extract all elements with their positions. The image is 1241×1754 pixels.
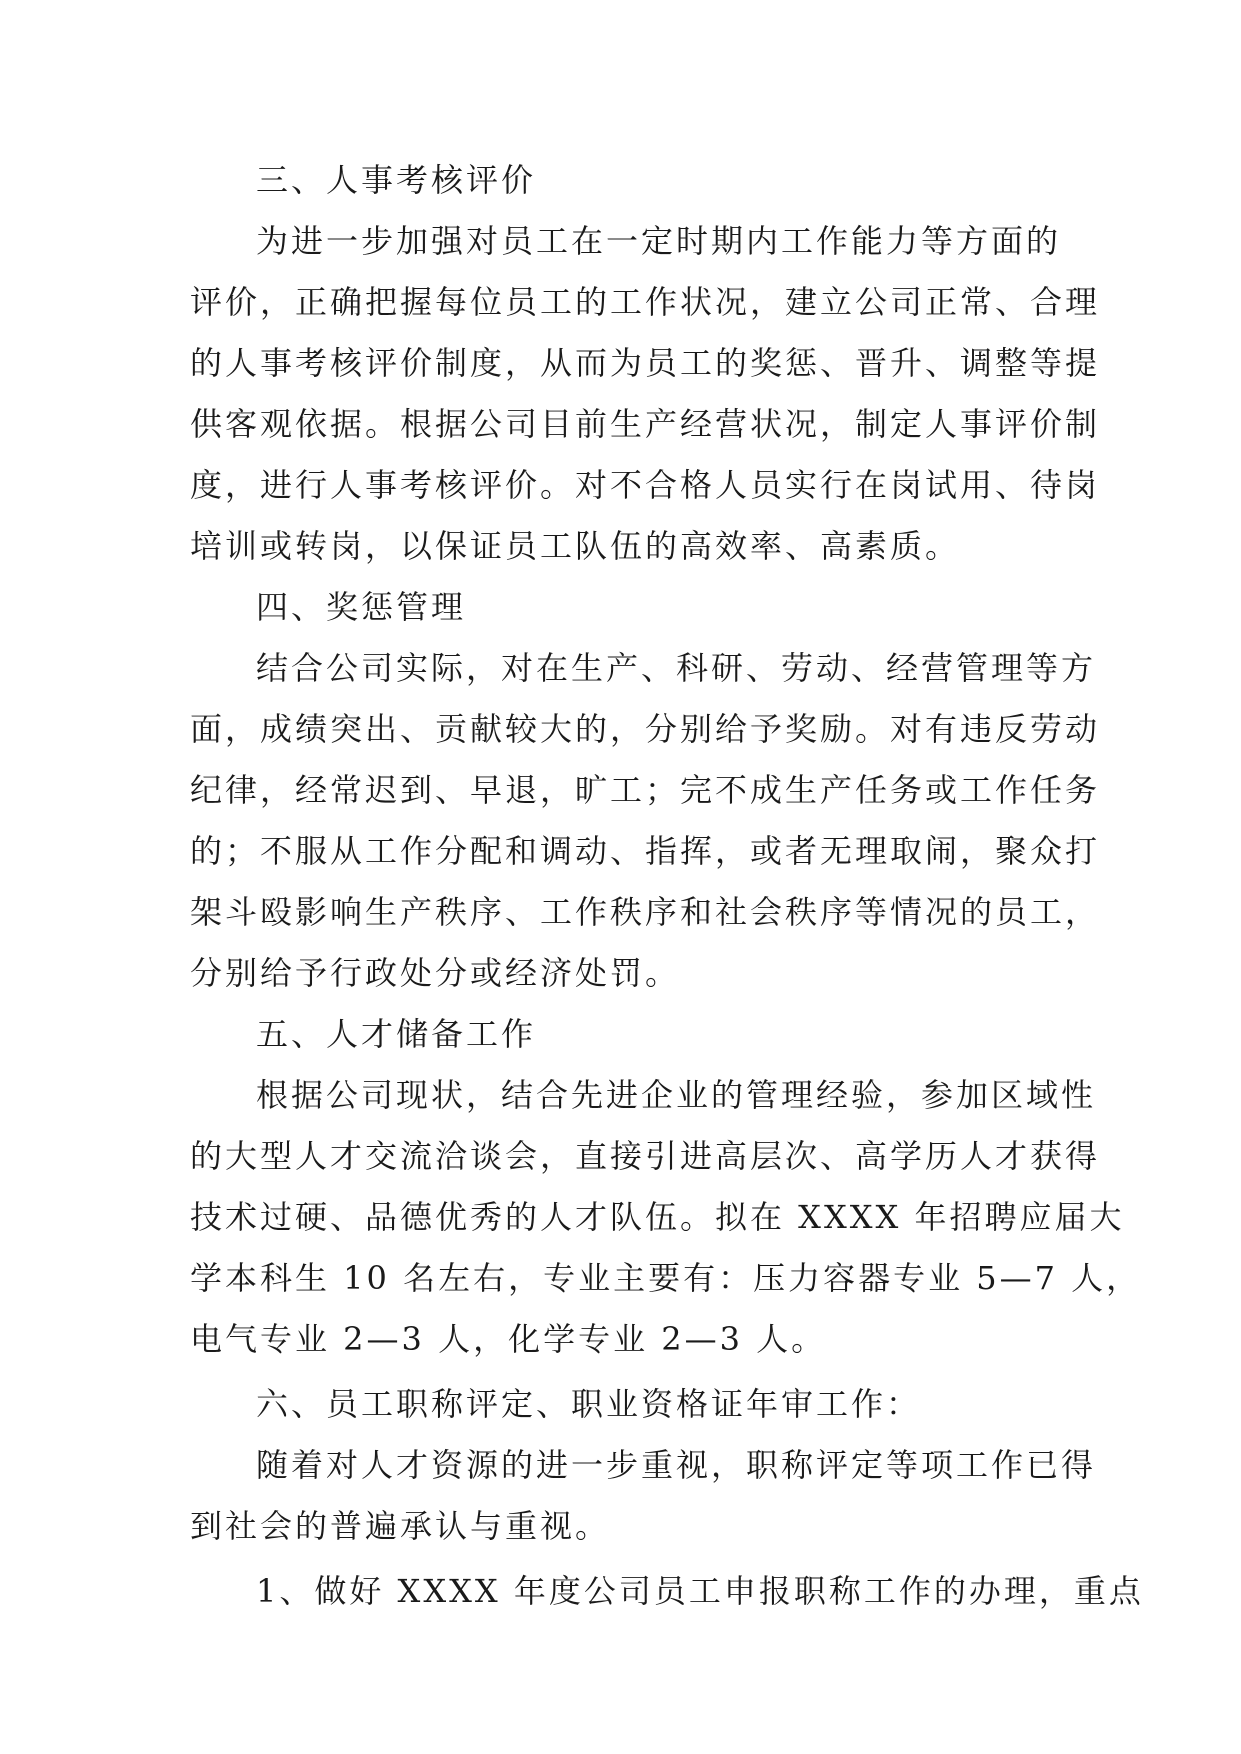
section-heading-4: 四、奖惩管理 [256,588,467,626]
section-heading-3: 三、人事考核评价 [256,161,537,199]
paragraph-line: 根据公司现状，结合先进企业的管理经验，参加区域性 [256,1076,1097,1114]
paragraph-line: 结合公司实际，对在生产、科研、劳动、经营管理等方 [256,649,1097,687]
document-body [190,150,1144,1622]
paragraph-line: 评价，正确把握每位员工的工作状况，建立公司正常、合理 [190,283,1101,321]
paragraph-line: 到社会的普遍承认与重视。 [190,1507,611,1545]
paragraph-line: 随着对人才资源的进一步重视，职称评定等项工作已得 [256,1446,1097,1484]
section-heading-6: 六、员工职称评定、职业资格证年审工作： [256,1385,922,1423]
paragraph-line: 学本科生 10 名左右，专业主要有：压力容器专业 5—7 人， [190,1259,1142,1297]
paragraph-line: 的大型人才交流洽谈会，直接引进高层次、高学历人才获得 [190,1137,1101,1175]
paragraph-line: 纪律，经常迟到、早退，旷工；完不成生产任务或工作任务 [190,771,1101,809]
paragraph-line: 技术过硬、品德优秀的人才队伍。拟在 XXXX 年招聘应届大 [190,1198,1125,1236]
paragraph-line: 度，进行人事考核评价。对不合格人员实行在岗试用、待岗 [190,466,1101,504]
paragraph-line: 架斗殴影响生产秩序、工作秩序和社会秩序等情况的员工， [190,893,1101,931]
paragraph-line: 1、做好 XXXX 年度公司员工申报职称工作的办理，重点 [256,1572,1144,1610]
paragraph-line: 分别给予行政处分或经济处罚。 [190,954,681,992]
paragraph-line: 的；不服从工作分配和调动、指挥，或者无理取闹，聚众打 [190,832,1101,870]
paragraph-line: 为进一步加强对员工在一定时期内工作能力等方面的 [256,222,1062,260]
section-heading-5: 五、人才储备工作 [256,1015,537,1053]
paragraph-line: 供客观依据。根据公司目前生产经营状况，制定人事评价制 [190,405,1101,443]
paragraph-line: 的人事考核评价制度，从而为员工的奖惩、晋升、调整等提 [190,344,1101,382]
paragraph-line: 电气专业 2—3 人，化学专业 2—3 人。 [190,1320,827,1358]
paragraph-line: 面，成绩突出、贡献较大的，分别给予奖励。对有违反劳动 [190,710,1101,748]
paragraph-line: 培训或转岗，以保证员工队伍的高效率、高素质。 [190,527,961,565]
